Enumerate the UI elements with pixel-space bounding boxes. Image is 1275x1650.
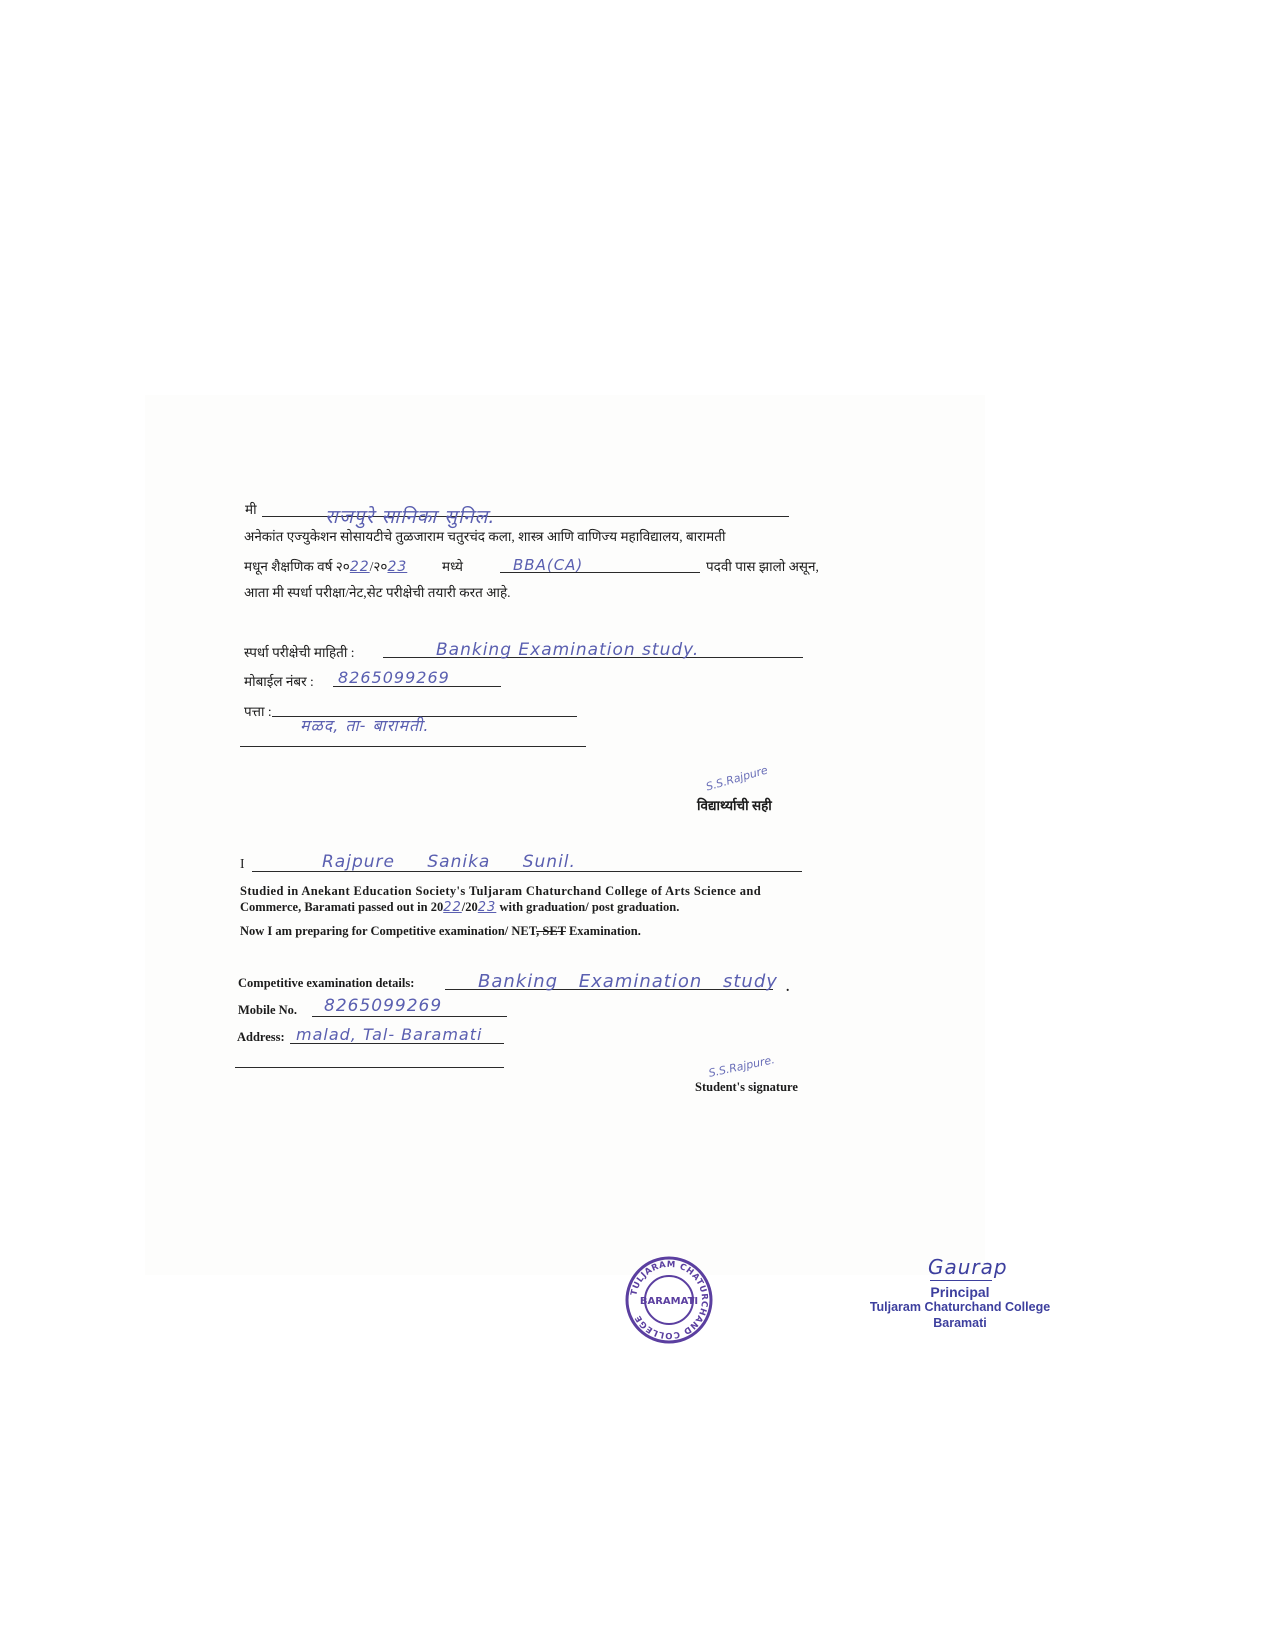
seal-center-text: BARAMATI (639, 1296, 699, 1307)
english-student-signature: S.S.Rajpure. (707, 1053, 776, 1080)
college-seal (624, 1255, 714, 1345)
english-prefix-i: I (240, 856, 245, 871)
marathi-prep-line: आता मी स्पर्धा परीक्षा/नेट,सेट परीक्षेची तयारी करत आहे. (244, 585, 511, 600)
english-exam-handwritten: Banking Examination study (478, 971, 778, 992)
english-mobile-line (312, 1016, 507, 1017)
english-address-label: Address: (237, 1030, 285, 1044)
principal-title: Principal (930, 1284, 990, 1300)
english-studied-line2-b: /20 (461, 900, 478, 914)
marathi-address-label: पत्ता : (244, 704, 272, 719)
marathi-mobile-label: मोबाईल नंबर : (244, 674, 314, 689)
seal-ring-text: TULJARAM CHATURCHAND COLLEGE (629, 1259, 710, 1341)
marathi-year-from: 22 (349, 559, 370, 575)
english-mobile-handwritten: 8265099269 (324, 996, 443, 1016)
english-address-handwritten: malad, Tal- Baramati (296, 1025, 483, 1044)
marathi-year-to: 23 (387, 559, 408, 575)
english-signature-label: Student's signature (695, 1080, 798, 1094)
english-studied-line2-c: with graduation/ post graduation. (499, 900, 680, 914)
english-prep-line-b: Examination. (565, 924, 641, 938)
english-name-handwritten: Rajpure Sanika Sunil. (322, 852, 576, 872)
marathi-degree-handwritten: BBA(CA) (513, 556, 584, 574)
english-address-line-2 (235, 1067, 504, 1068)
principal-signature-underline (930, 1280, 992, 1281)
english-exam-label: Competitive examination details: (238, 976, 415, 990)
marathi-college-line: अनेकांत एज्युकेशन सोसायटीचे तुळजाराम चतुरचंद कला, शास्त्र आणि वाणिज्य महाविद्यालय, बारामती (244, 529, 726, 544)
english-prep-line (240, 924, 641, 939)
marathi-signature-label: विद्यार्थ्याची सही (697, 798, 772, 813)
marathi-exam-handwritten: Banking Examination study. (436, 640, 700, 660)
marathi-year-prefix: मधून शैक्षणिक वर्ष २० (244, 559, 350, 574)
marathi-year-mid: /२० (369, 559, 388, 574)
marathi-prefix-mi: मी (245, 502, 257, 517)
principal-signature: Gaurap (928, 1255, 1008, 1279)
marathi-address-handwritten: मळद, ता- बारामती. (300, 716, 430, 735)
marathi-year-suffix: मध्ये (442, 559, 464, 574)
marathi-student-signature: S.S.Rajpure (704, 763, 770, 794)
marathi-exam-label: स्पर्धा परीक्षेची माहिती : (244, 645, 355, 660)
english-mobile-label: Mobile No. (238, 1003, 298, 1017)
marathi-address-line-2 (240, 746, 586, 747)
english-year-to: 23 (477, 900, 497, 915)
marathi-year-line (244, 557, 463, 575)
marathi-name-handwritten: राजपुरे सानिका सुनिल. (325, 506, 496, 528)
english-studied-line2 (240, 900, 679, 915)
english-studied-line1: Studied in Anekant Education Society's Tuljaram Chaturchand College of Arts Science and (240, 884, 762, 898)
principal-college: Tuljaram Chaturchand College (869, 1300, 1051, 1314)
english-prep-line-strike: , SET (536, 924, 566, 938)
marathi-mobile-handwritten: 8265099269 (338, 668, 450, 687)
english-prep-line-a: Now I am preparing for Competitive examination/ NET (240, 924, 537, 938)
marathi-degree-suffix: पदवी पास झालो असून, (706, 559, 819, 574)
english-year-from: 22 (443, 900, 462, 915)
english-exam-dot: . (786, 979, 790, 994)
principal-city: Baramati (933, 1316, 987, 1330)
english-studied-line2-a: Commerce, Baramati passed out in 20 (240, 900, 444, 914)
